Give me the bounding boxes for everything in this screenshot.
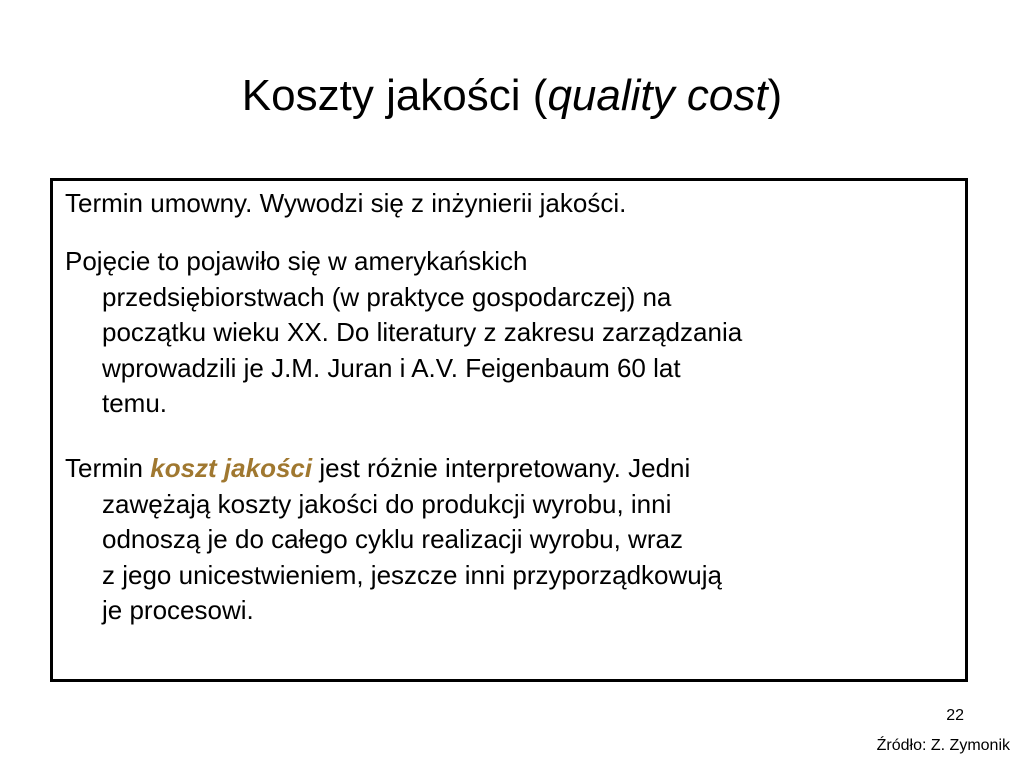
slide-title-main: Koszty jakości ( — [241, 71, 548, 120]
slide-title-end: ) — [767, 71, 783, 120]
paragraph-line: wprowadzili je J.M. Juran i A.V. Feigenbaum 60 lat — [102, 352, 681, 383]
text-after-highlight: jest różnie interpretowany. Jedni — [312, 453, 691, 483]
paragraph-term-origin — [65, 186, 965, 222]
paragraph-line: zawężają koszty jakości do produkcji wyrobu, inni — [102, 488, 672, 519]
paragraph-line: Termin umowny. Wywodzi się z inżynierii jakości. — [65, 188, 627, 218]
paragraph-line: przedsiębiorstwach (w praktyce gospodarczej) na — [102, 281, 672, 312]
paragraph-interpretation — [65, 451, 965, 629]
text-before-highlight: Termin — [65, 453, 151, 483]
source-note: Źródło: Z. Zymonik — [876, 737, 1010, 754]
content-box — [50, 178, 968, 682]
highlighted-term: koszt jakości — [150, 453, 313, 483]
paragraph-line — [65, 451, 965, 487]
paragraph-line: z jego unicestwieniem, jeszcze inni przyporządkowują — [102, 559, 722, 590]
paragraph-line: Pojęcie to pojawiło się w amerykańskich — [65, 246, 528, 276]
paragraph-line: odnoszą je do całego cyklu realizacji wyrobu, wraz — [102, 524, 683, 554]
paragraph-line: temu. — [102, 388, 168, 418]
paragraph-history — [65, 244, 965, 422]
slide-title — [0, 66, 1024, 126]
paragraph-line: początku wieku XX. Do literatury z zakresu zarządzania — [102, 317, 743, 347]
paragraph-line: je procesowi. — [102, 595, 254, 625]
page-number: 22 — [946, 707, 964, 724]
slide-title-italic: quality cost — [547, 71, 768, 120]
